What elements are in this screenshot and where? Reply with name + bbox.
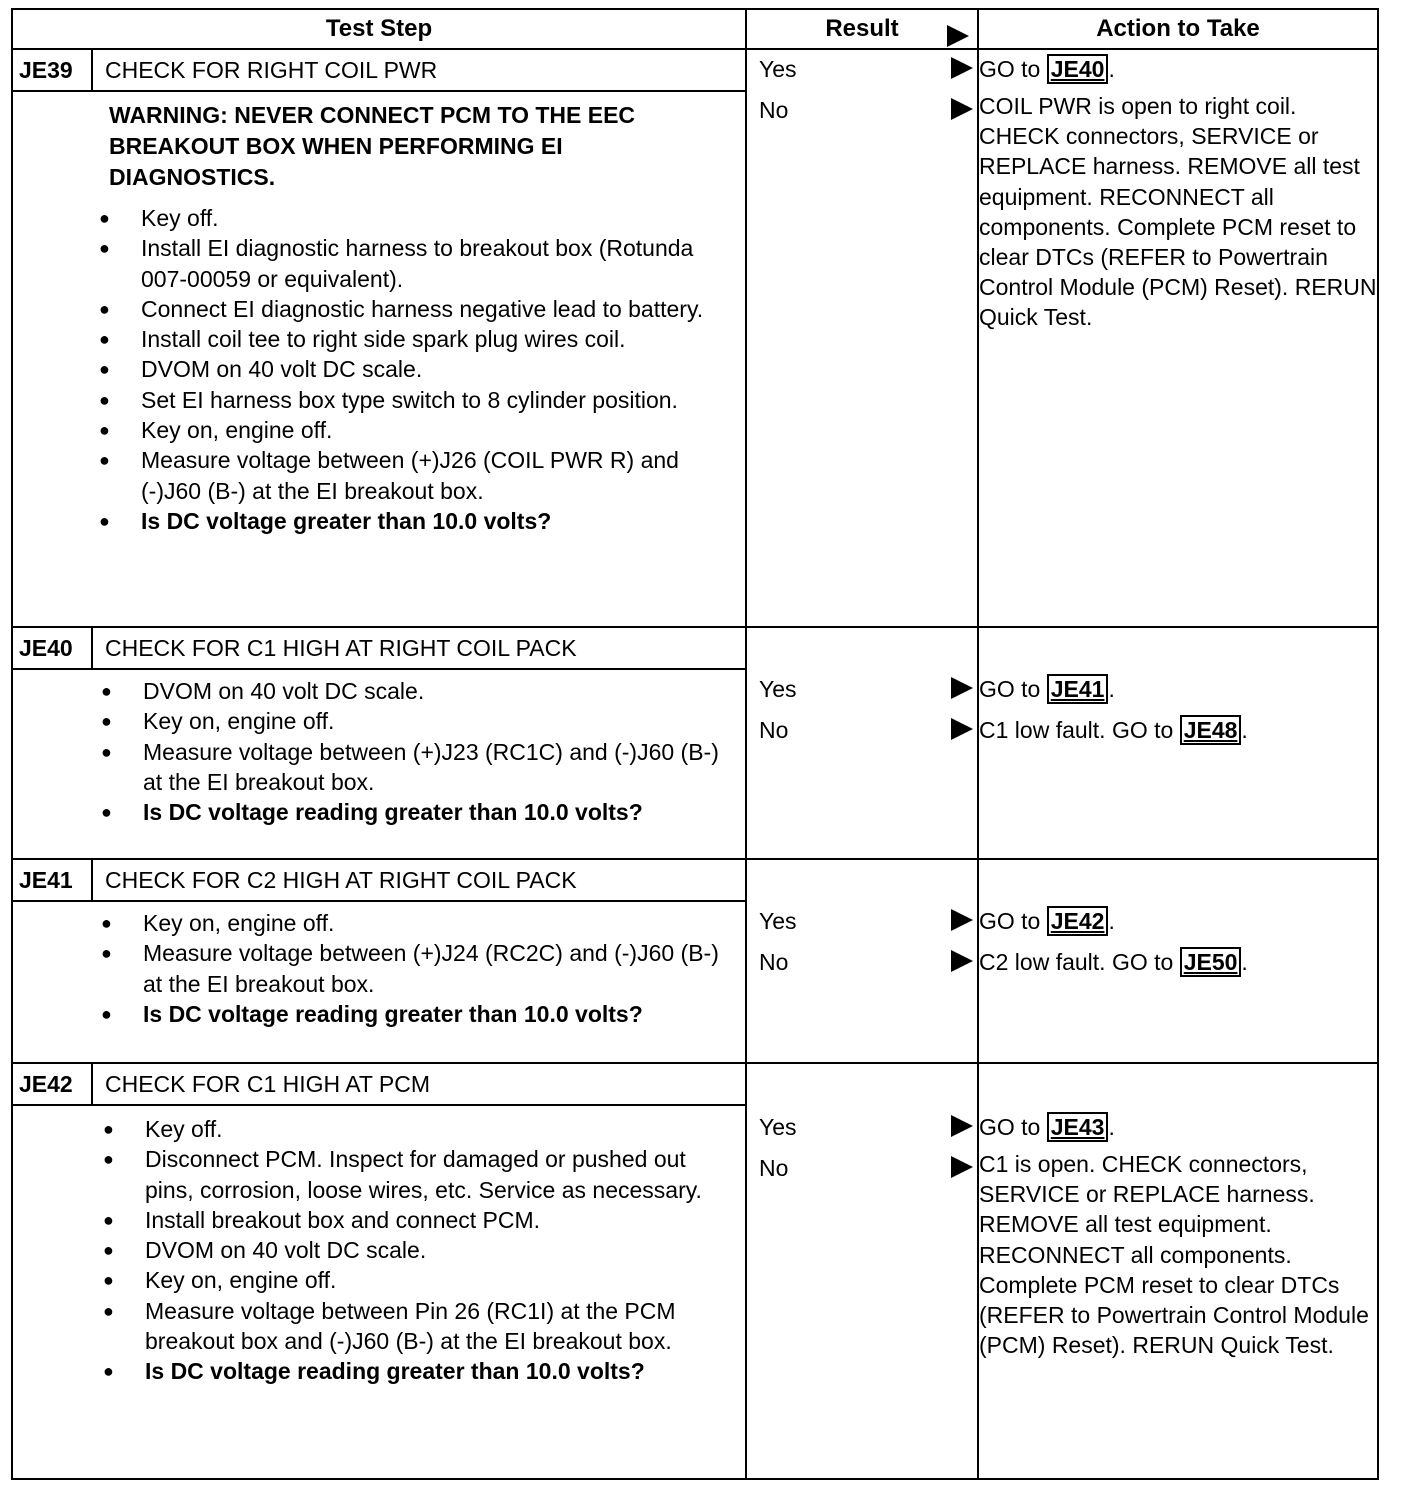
step-ref-link[interactable]: JE41 (1047, 674, 1109, 704)
list-item: ● Measure voltage between Pin 26 (RC1I) at the PCM breakout box and (-)J60 (B-) at the EI breakout box. (103, 1296, 725, 1357)
step-title: CHECK FOR RIGHT COIL PWR (105, 56, 438, 83)
list-item: ● Key off. (103, 1114, 725, 1144)
pinpoint-test-table (11, 8, 1379, 1480)
list-item: ● Measure voltage between (+)J24 (RC2C) and (-)J60 (B-) at the EI breakout box. (101, 938, 725, 999)
result-no: No (759, 949, 789, 975)
arrow-right-icon (951, 57, 973, 79)
step-ref-link[interactable]: JE42 (1047, 906, 1109, 936)
list-item: ● Disconnect PCM. Inspect for damaged or pushed out pins, corrosion, loose wires, etc. Service as necessary. (103, 1144, 725, 1205)
action-text: GO to (979, 56, 1041, 82)
action-cell (978, 49, 1378, 627)
arrow-right-icon (951, 677, 973, 699)
header-result-label: Result (825, 15, 899, 42)
action-cell (978, 1063, 1378, 1479)
list-item: ● Key on, engine off. (101, 908, 725, 938)
step-id: JE40 (13, 628, 93, 668)
list-item: ● Measure voltage between (+)J23 (RC1C) and (-)J60 (B-) at the EI breakout box. (101, 737, 725, 798)
table-header-row (12, 9, 1378, 49)
arrow-right-icon (951, 909, 973, 931)
list-item: ● Key on, engine off. (103, 1265, 725, 1295)
test-step-cell (12, 1063, 746, 1479)
step-title: CHECK FOR C1 HIGH AT RIGHT COIL PACK (105, 634, 577, 661)
result-cell (746, 1063, 978, 1479)
test-step-cell (12, 859, 746, 1063)
action-yes (979, 50, 1377, 91)
arrow-right-icon (951, 1156, 973, 1178)
arrow-right-icon (951, 98, 973, 120)
list-item: ● Key on, engine off. (99, 415, 725, 445)
step-ref-link[interactable]: JE50 (1180, 947, 1242, 977)
action-text: . (1108, 1114, 1115, 1140)
action-text: . (1241, 949, 1248, 975)
action-text: GO to (979, 908, 1041, 934)
action-cell (978, 859, 1378, 1063)
arrow-right-icon (951, 718, 973, 740)
table-row (12, 49, 1378, 627)
result-cell (746, 859, 978, 1063)
result-no: No (759, 1155, 789, 1181)
action-text: GO to (979, 1114, 1041, 1140)
result-yes: Yes (759, 56, 797, 82)
header-test-step: Test Step (12, 9, 746, 49)
step-id: JE39 (13, 50, 93, 90)
diagnostic-page (11, 8, 1377, 1480)
step-id: JE42 (13, 1064, 93, 1104)
header-result (746, 9, 978, 49)
table-row (12, 627, 1378, 859)
action-text: . (1108, 56, 1115, 82)
step-ref-link[interactable]: JE40 (1047, 54, 1109, 84)
list-item: ● Key off. (99, 203, 725, 233)
list-item: ● Key on, engine off. (101, 706, 725, 736)
header-action: Action to Take (978, 9, 1378, 49)
step-ref-link[interactable]: JE48 (1180, 715, 1242, 745)
list-item: ● DVOM on 40 volt DC scale. (101, 676, 725, 706)
action-no: C1 is open. CHECK connectors, SERVICE or REPLACE harness. REMOVE all test equipment. RECONNECT all components. Complete PCM reset to clear DTCs (REFER to Powertrain Control Module (PCM) Reset). RERUN Quick Test. (979, 1151, 1369, 1359)
result-yes: Yes (759, 1114, 797, 1140)
result-yes: Yes (759, 908, 797, 934)
table-row (12, 1063, 1378, 1479)
arrow-right-icon (951, 950, 973, 972)
step-ref-link[interactable]: JE43 (1047, 1112, 1109, 1142)
step-title: CHECK FOR C1 HIGH AT PCM (105, 1070, 431, 1097)
action-no (979, 711, 1377, 752)
result-no: No (759, 97, 789, 123)
action-yes (979, 902, 1377, 943)
list-item: ● Connect EI diagnostic harness negative lead to battery. (99, 294, 725, 324)
action-text: C1 low fault. GO to (979, 717, 1174, 743)
list-item: ● Install coil tee to right side spark plug wires coil. (99, 324, 725, 354)
action-yes (979, 670, 1377, 711)
list-item: ● Install EI diagnostic harness to breakout box (Rotunda 007-00059 or equivalent). (99, 233, 725, 294)
step-title: CHECK FOR C2 HIGH AT RIGHT COIL PACK (105, 866, 577, 893)
arrow-right-icon (947, 25, 969, 47)
result-cell (746, 627, 978, 859)
list-item: ● Is DC voltage reading greater than 10.0 volts? (101, 999, 725, 1029)
action-text: GO to (979, 676, 1041, 702)
action-text: . (1241, 717, 1248, 743)
list-item: ● Measure voltage between (+)J26 (COIL PWR R) and (-)J60 (B-) at the EI breakout box. (99, 445, 725, 506)
list-item: ● DVOM on 40 volt DC scale. (99, 354, 725, 384)
action-no: COIL PWR is open to right coil. CHECK connectors, SERVICE or REPLACE harness. REMOVE all test equipment. RECONNECT all components. Complete PCM reset to clear DTCs (REFER to Powertrain Control Module (PCM) Reset). RERUN Quick Test. (979, 93, 1377, 331)
arrow-right-icon (951, 1115, 973, 1137)
list-item: ● DVOM on 40 volt DC scale. (103, 1235, 725, 1265)
list-item: ● Install breakout box and connect PCM. (103, 1205, 725, 1235)
result-cell (746, 49, 978, 627)
result-yes: Yes (759, 676, 797, 702)
action-yes (979, 1108, 1377, 1149)
list-item: ● Is DC voltage greater than 10.0 volts? (99, 506, 725, 536)
test-step-cell (12, 49, 746, 627)
result-no: No (759, 717, 789, 743)
list-item: ● Is DC voltage reading greater than 10.0 volts? (101, 797, 725, 827)
test-step-cell (12, 627, 746, 859)
action-text: . (1108, 908, 1115, 934)
list-item: ● Set EI harness box type switch to 8 cylinder position. (99, 385, 725, 415)
table-row (12, 859, 1378, 1063)
list-item: ● Is DC voltage reading greater than 10.0 volts? (103, 1356, 725, 1386)
action-text: . (1108, 676, 1115, 702)
action-cell (978, 627, 1378, 859)
action-text: C2 low fault. GO to (979, 949, 1174, 975)
warning-text: WARNING: NEVER CONNECT PCM TO THE EEC BREAKOUT BOX WHEN PERFORMING EI DIAGNOSTICS. (109, 102, 636, 190)
step-id: JE41 (13, 860, 93, 900)
action-no (979, 943, 1377, 984)
